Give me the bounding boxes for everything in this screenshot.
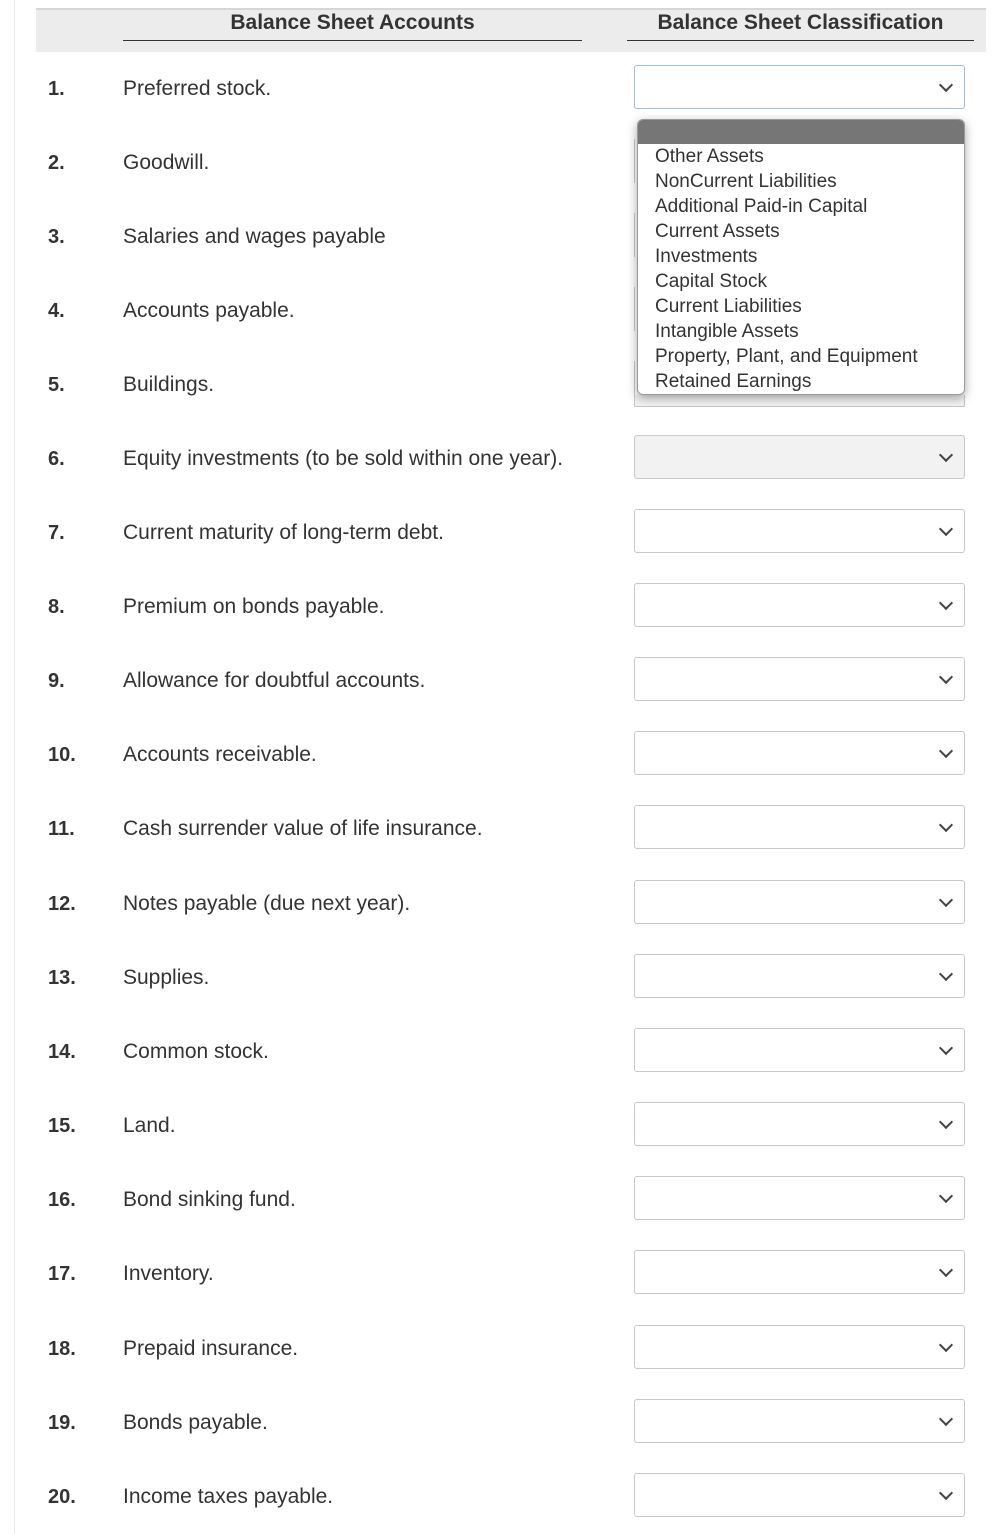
classification-select[interactable]: [634, 731, 965, 775]
classification-select[interactable]: [634, 1399, 965, 1443]
row-number: 20.: [48, 1486, 76, 1508]
table-row: [0, 954, 1002, 1002]
account-label: Inventory.: [123, 1262, 214, 1285]
table-row: [0, 1325, 1002, 1373]
chevron-down-icon: [939, 1041, 953, 1055]
classification-select[interactable]: [634, 805, 965, 849]
classification-select[interactable]: [634, 435, 965, 479]
table-row: [0, 805, 1002, 853]
classification-select[interactable]: [634, 1028, 965, 1072]
classification-select[interactable]: [634, 657, 965, 701]
account-label: Equity investments (to be sold within one year).: [123, 447, 564, 470]
table-row: [0, 435, 1002, 483]
header-accounts: Balance Sheet Accounts: [123, 8, 582, 41]
chevron-down-icon: [939, 1486, 953, 1500]
chevron-down-icon: [939, 967, 953, 981]
row-number: 14.: [48, 1041, 76, 1063]
table-row: [0, 1250, 1002, 1298]
table-row: [0, 1028, 1002, 1076]
table-row: [0, 731, 1002, 779]
dropdown-option[interactable]: Additional Paid-in Capital: [655, 196, 868, 217]
row-number: 12.: [48, 893, 76, 915]
row-number: 18.: [48, 1338, 76, 1360]
table-row: [0, 1399, 1002, 1447]
chevron-down-icon: [939, 1115, 953, 1129]
dropdown-option[interactable]: Investments: [655, 246, 758, 267]
classification-select[interactable]: [634, 1325, 965, 1369]
row-number: 15.: [48, 1115, 76, 1137]
row-number: 10.: [48, 744, 76, 766]
classification-select[interactable]: [634, 954, 965, 998]
account-label: Notes payable (due next year).: [123, 892, 411, 915]
account-label: Income taxes payable.: [123, 1485, 334, 1508]
account-label: Allowance for doubtful accounts.: [123, 669, 426, 692]
table-row: [0, 1102, 1002, 1150]
classification-select[interactable]: [634, 880, 965, 924]
table-row: [0, 657, 1002, 705]
chevron-down-icon: [939, 448, 953, 462]
chevron-down-icon: [939, 522, 953, 536]
chevron-down-icon: [939, 818, 953, 832]
chevron-down-icon: [939, 1338, 953, 1352]
account-label: Salaries and wages payable: [123, 225, 386, 248]
row-number: 1.: [48, 78, 65, 100]
classification-select[interactable]: [634, 1176, 965, 1220]
chevron-down-icon: [939, 596, 953, 610]
row-number: 3.: [48, 226, 65, 248]
table-row: [0, 880, 1002, 928]
row-number: 16.: [48, 1189, 76, 1211]
dropdown-option[interactable]: Intangible Assets: [655, 321, 799, 342]
dropdown-option[interactable]: Current Assets: [655, 221, 780, 242]
account-label: Goodwill.: [123, 151, 210, 174]
dropdown-selected-blank[interactable]: [638, 120, 964, 144]
table-row: [0, 509, 1002, 557]
chevron-down-icon: [939, 893, 953, 907]
account-label: Land.: [123, 1114, 176, 1137]
classification-dropdown-list: [637, 119, 965, 395]
row-number: 2.: [48, 152, 65, 174]
row-number: 11.: [48, 818, 75, 840]
row-number: 17.: [48, 1263, 76, 1285]
table-row: [0, 65, 1002, 113]
row-number: 19.: [48, 1412, 76, 1434]
row-number: 6.: [48, 448, 65, 470]
row-number: 5.: [48, 374, 65, 396]
select-5-visible-edge: [634, 395, 965, 407]
row-number: 4.: [48, 300, 65, 322]
dropdown-option[interactable]: NonCurrent Liabilities: [655, 171, 837, 192]
row-number: 13.: [48, 967, 76, 989]
table-row: [0, 1176, 1002, 1224]
account-label: Cash surrender value of life insurance.: [123, 817, 483, 840]
header-classification: Balance Sheet Classification: [627, 8, 974, 41]
account-label: Current maturity of long-term debt.: [123, 521, 444, 544]
chevron-down-icon: [939, 744, 953, 758]
dropdown-option[interactable]: Capital Stock: [655, 271, 767, 292]
account-label: Supplies.: [123, 966, 210, 989]
row-number: 7.: [48, 522, 65, 544]
chevron-down-icon: [939, 78, 953, 92]
classification-select[interactable]: [634, 583, 965, 627]
chevron-down-icon: [939, 1189, 953, 1203]
account-label: Preferred stock.: [123, 77, 272, 100]
classification-select[interactable]: [634, 65, 965, 109]
chevron-down-icon: [939, 1263, 953, 1277]
account-label: Buildings.: [123, 373, 215, 396]
classification-select[interactable]: [634, 1473, 965, 1517]
account-label: Common stock.: [123, 1040, 269, 1063]
row-number: 9.: [48, 670, 65, 692]
account-label: Bonds payable.: [123, 1411, 268, 1434]
chevron-down-icon: [939, 1412, 953, 1426]
dropdown-option[interactable]: Current Liabilities: [655, 296, 802, 317]
classification-select[interactable]: [634, 1250, 965, 1294]
account-label: Accounts payable.: [123, 299, 295, 322]
chevron-down-icon: [939, 670, 953, 684]
table-row: [0, 583, 1002, 631]
table-row: [0, 1473, 1002, 1521]
account-label: Accounts receivable.: [123, 743, 317, 766]
account-label: Bond sinking fund.: [123, 1188, 296, 1211]
dropdown-option[interactable]: Property, Plant, and Equipment: [655, 346, 918, 367]
dropdown-option[interactable]: Retained Earnings: [655, 371, 812, 392]
classification-select[interactable]: [634, 509, 965, 553]
row-number: 8.: [48, 596, 65, 618]
account-label: Prepaid insurance.: [123, 1337, 299, 1360]
account-label: Premium on bonds payable.: [123, 595, 385, 618]
classification-select[interactable]: [634, 1102, 965, 1146]
dropdown-option[interactable]: Other Assets: [655, 146, 764, 167]
